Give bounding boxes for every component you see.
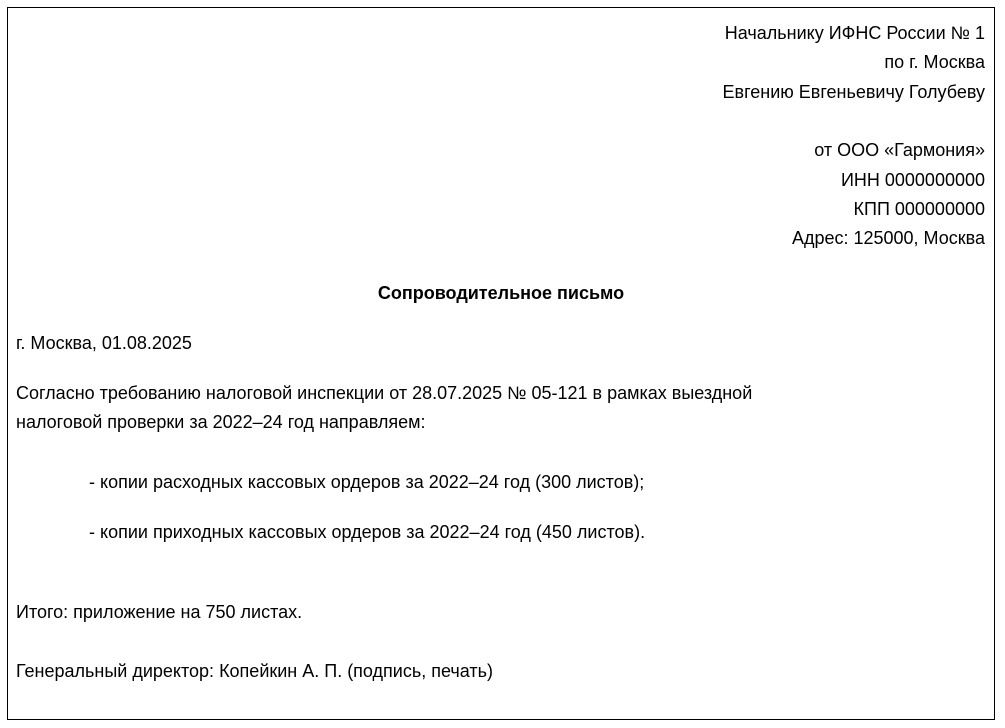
addressee-line-1: Начальнику ИФНС России № 1 — [724, 23, 985, 43]
body-line-1: Согласно требованию налоговой инспекции от 28.07.2025 № 05-121 в рамках выездной — [16, 383, 753, 403]
addressee-line-3: Евгению Евгеньевичу Голубеву — [722, 82, 985, 102]
signature-line: Генеральный директор: Копейкин А. П. (подпись, печать) — [16, 661, 493, 681]
document-title: Сопроводительное письмо — [377, 283, 625, 303]
list-item-1: - копии расходных кассовых ордеров за 2022–24 год (300 листов); — [89, 472, 645, 492]
sender-line-4: Адрес: 125000, Москва — [791, 228, 985, 248]
total-line: Итого: приложение на 750 листах. — [16, 602, 303, 622]
sender-line-2: ИНН 0000000000 — [840, 170, 985, 190]
addressee-line-2: по г. Москва — [884, 52, 985, 72]
list-item-2: - копии приходных кассовых ордеров за 2022–24 год (450 листов). — [89, 522, 646, 542]
sender-line-1: от ООО «Гармония» — [814, 140, 985, 160]
letter-page — [7, 7, 995, 720]
body-line-2: налоговой проверки за 2022–24 год направляем: — [16, 412, 426, 432]
place-date: г. Москва, 01.08.2025 — [16, 333, 192, 353]
sender-line-3: КПП 000000000 — [853, 199, 985, 219]
